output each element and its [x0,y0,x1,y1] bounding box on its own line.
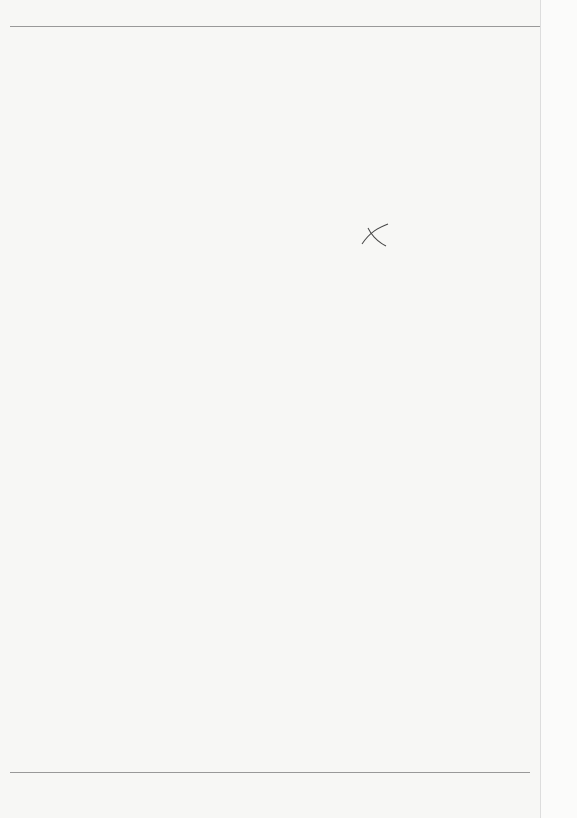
header-rule [10,26,540,27]
next-page-edge [540,0,577,818]
pull-quote [332,328,412,448]
middle-column [203,256,331,766]
flourish-ornament [360,222,390,248]
footer-rule [10,772,530,773]
left-column [14,74,194,764]
right-column [416,256,538,766]
